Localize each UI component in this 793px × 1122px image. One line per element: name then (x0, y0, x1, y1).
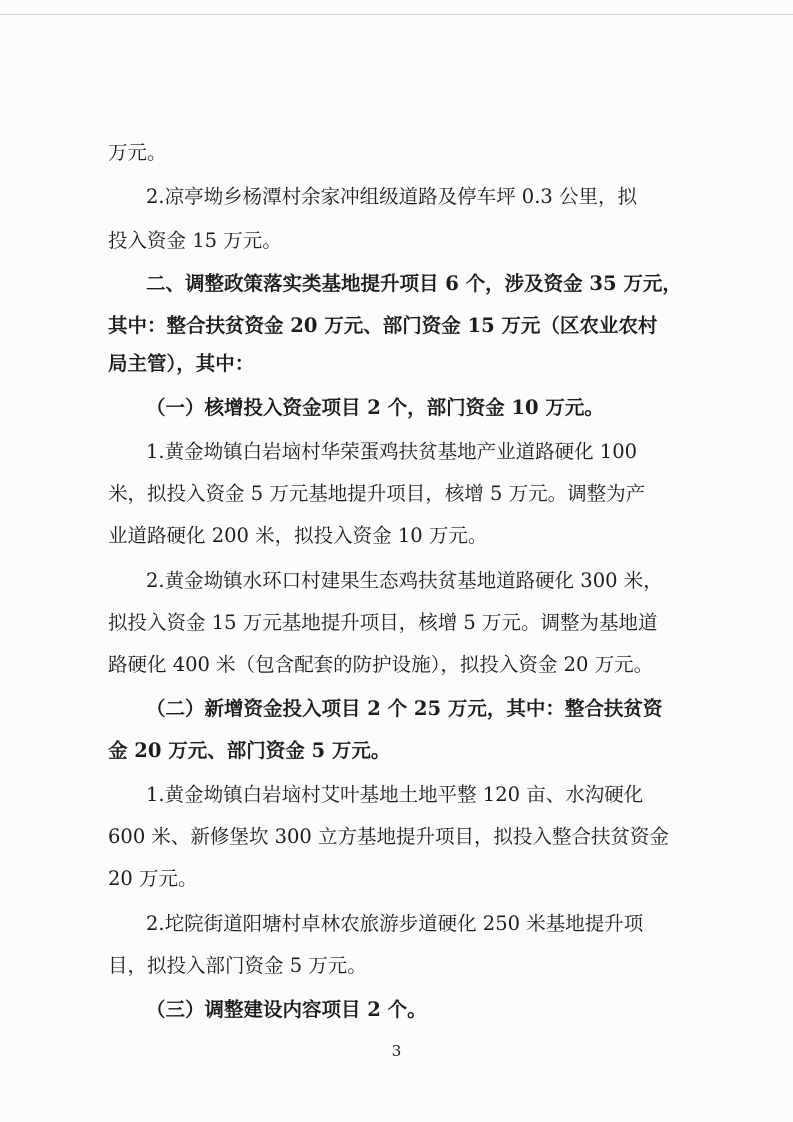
text-line: 20 万元。 (108, 867, 198, 890)
text-line: 2.凉亭坳乡杨潭村余家冲组级道路及停车坪 0.3 公里，拟 (146, 185, 638, 208)
subsection-heading: （一）核增投入资金项目 2 个，部门资金 10 万元。 (146, 396, 604, 419)
top-rule (0, 14, 793, 15)
text-line: 2.坨院街道阳塘村卓林农旅游步道硬化 250 米基地提升项 (146, 912, 644, 935)
text-line: 1.黄金坳镇白岩垴村华荣蛋鸡扶贫基地产业道路硬化 100 (146, 440, 638, 463)
subsection-heading: 金 20 万元、部门资金 5 万元。 (108, 739, 391, 762)
text-line: 万元。 (108, 141, 167, 164)
text-line: 业道路硬化 200 米，拟投入资金 10 万元。 (108, 524, 488, 547)
section-heading: 其中：整合扶贫资金 20 万元、部门资金 15 万元（区农业农村 (108, 314, 658, 337)
text-line: 投入资金 15 万元。 (108, 229, 282, 252)
text-line: 2.黄金坳镇水环口村建果生态鸡扶贫基地道路硬化 300 米， (146, 569, 663, 592)
text-line: 拟投入资金 15 万元基地提升项目，核增 5 万元。调整为基地道 (108, 611, 658, 634)
text-line: 米，拟投入资金 5 万元基地提升项目，核增 5 万元。调整为产 (108, 482, 646, 505)
text-line: 目，拟投入部门资金 5 万元。 (108, 954, 367, 977)
subsection-heading: （三）调整建设内容项目 2 个。 (146, 998, 427, 1021)
section-heading: 二、调整政策落实类基地提升项目 6 个，涉及资金 35 万元， (146, 272, 682, 295)
page-number: 3 (391, 1042, 402, 1060)
text-line: 路硬化 400 米（包含配套的防护设施），拟投入资金 20 万元。 (108, 653, 654, 676)
subsection-heading: （二）新增资金投入项目 2 个 25 万元，其中：整合扶贫资 (146, 697, 663, 720)
text-line: 600 米、新修堡坎 300 立方基地提升项目，拟投入整合扶贫资金 (108, 825, 670, 848)
section-heading: 局主管），其中： (108, 352, 255, 375)
text-line: 1.黄金坳镇白岩垴村艾叶基地土地平整 120 亩、水沟硬化 (146, 783, 644, 806)
